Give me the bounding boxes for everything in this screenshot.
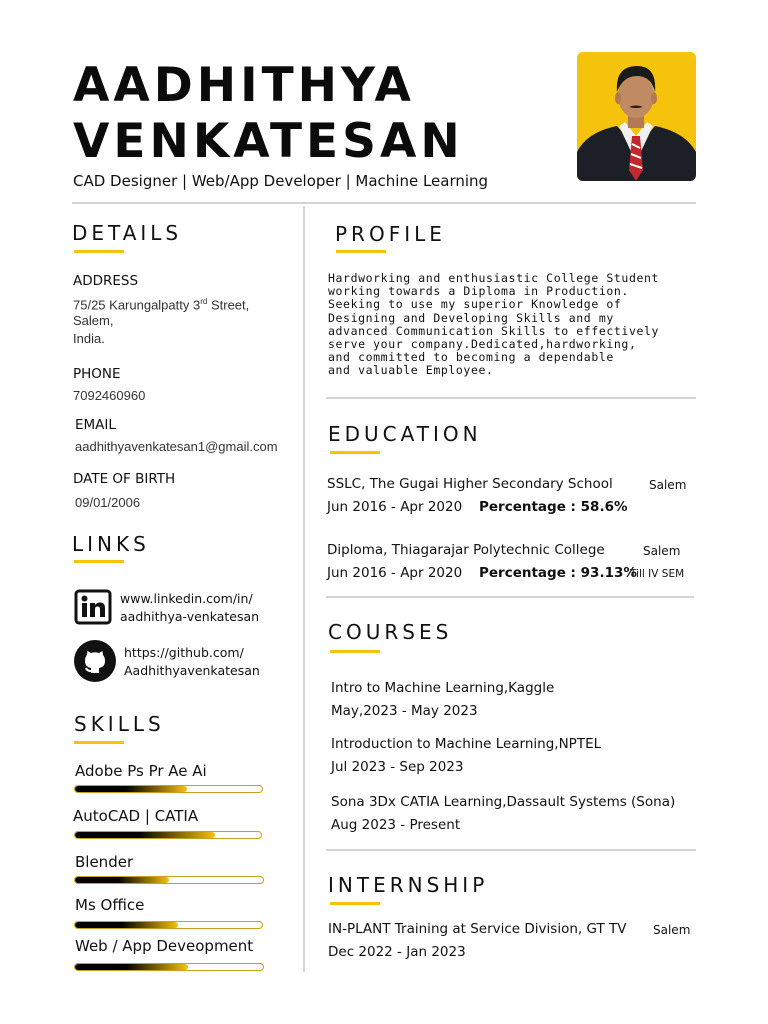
skill-fill [75,832,215,838]
skill-bar [74,963,264,971]
name-first: AADHITHYA [73,58,415,113]
internship-title: INTERNSHIP [328,873,489,897]
education-divider [326,596,694,598]
skill-bar [74,785,263,793]
skill-name: Ms Office [75,896,145,914]
github-icon[interactable] [74,640,116,682]
profile-title: PROFILE [335,222,446,246]
profile-underline [336,250,386,253]
skill-name: AutoCAD | CATIA [73,807,199,825]
details-underline [74,250,124,253]
course-dates: May,2023 - May 2023 [331,703,478,719]
address-line-3: India. [73,331,105,346]
linkedin-link[interactable]: www.linkedin.com/in/ aadhithya-venkatesan [120,591,260,624]
profile-divider [326,397,696,399]
links-title: LINKS [72,532,150,556]
address-line-2: Salem, [73,313,114,328]
tagline: CAD Designer | Web/App Developer | Machine Learning [73,172,489,190]
address-line-1: 75/25 Karungalpatty 3rd Street, [73,297,250,313]
phone-label: PHONE [73,366,121,382]
education-school: SSLC, The Gugai Higher Secondary School [327,476,613,492]
course-dates: Jul 2023 - Sep 2023 [331,759,464,775]
skill-name: Web / App Deveopment [75,937,254,955]
education-note: Till IV SEM [630,568,685,580]
course-dates: Aug 2023 - Present [331,817,461,833]
education-percentage: Percentage : 58.6% [479,499,628,515]
header-divider [72,202,696,204]
skill-name: Adobe Ps Pr Ae Ai [75,762,207,780]
courses-underline [330,650,380,653]
github-link[interactable]: https://github.com/ Aadhithyavenkatesan [124,645,260,678]
skill-fill [75,964,188,970]
internship-underline [330,902,380,905]
education-school: Diploma, Thiagarajar Polytechnic College [327,542,605,558]
phone-value: 7092460960 [73,388,146,403]
name-last: VENKATESAN [73,114,464,169]
address-label: ADDRESS [73,273,139,289]
courses-title: COURSES [328,620,453,644]
skill-bar [74,876,264,884]
email-value: aadhithyavenkatesan1@gmail.com [75,439,278,454]
course-name: Intro to Machine Learning,Kaggle [331,680,555,696]
skill-bar [74,921,263,929]
email-label: EMAIL [75,417,116,433]
skill-fill [75,877,169,883]
education-title: EDUCATION [328,422,482,446]
internship-place: Salem [653,923,691,937]
details-title: DETAILS [72,221,183,245]
skill-name: Blender [75,853,134,871]
education-place: Salem [643,544,681,558]
dob-label: DATE OF BIRTH [73,471,176,487]
skills-title: SKILLS [74,712,165,736]
education-percentage: Percentage : 93.13% [479,565,637,581]
education-underline [330,451,380,454]
skill-bar [74,831,262,839]
education-place: Salem [649,478,687,492]
education-dates: Jun 2016 - Apr 2020 [327,565,463,581]
column-divider [303,206,305,972]
education-dates: Jun 2016 - Apr 2020 [327,499,463,515]
links-underline [74,560,124,563]
courses-divider [326,849,696,851]
skills-underline [74,741,124,744]
person-photo-icon [577,52,696,181]
dob-value: 09/01/2006 [75,495,141,510]
course-name: Introduction to Machine Learning,NPTEL [331,736,602,752]
course-name: Sona 3Dx CATIA Learning,Dassault Systems (Sona) [331,794,676,810]
linkedin-icon[interactable] [74,589,112,625]
skill-fill [75,786,187,792]
skill-fill [75,922,178,928]
internship-name: IN-PLANT Training at Service Division, GT TV [328,921,627,937]
profile-text: Hardworking and enthusiastic College Student working towards a Diploma in Production. Seeking to use my superior Knowledge of Designing and Developing Skills and my advanced Communication Skills to effectively serve your company.Dedicated,hardworking, and committed to becoming a dependable and valuable Employee. [328,271,660,378]
profile-photo [577,52,696,181]
internship-dates: Dec 2022 - Jan 2023 [328,944,466,960]
